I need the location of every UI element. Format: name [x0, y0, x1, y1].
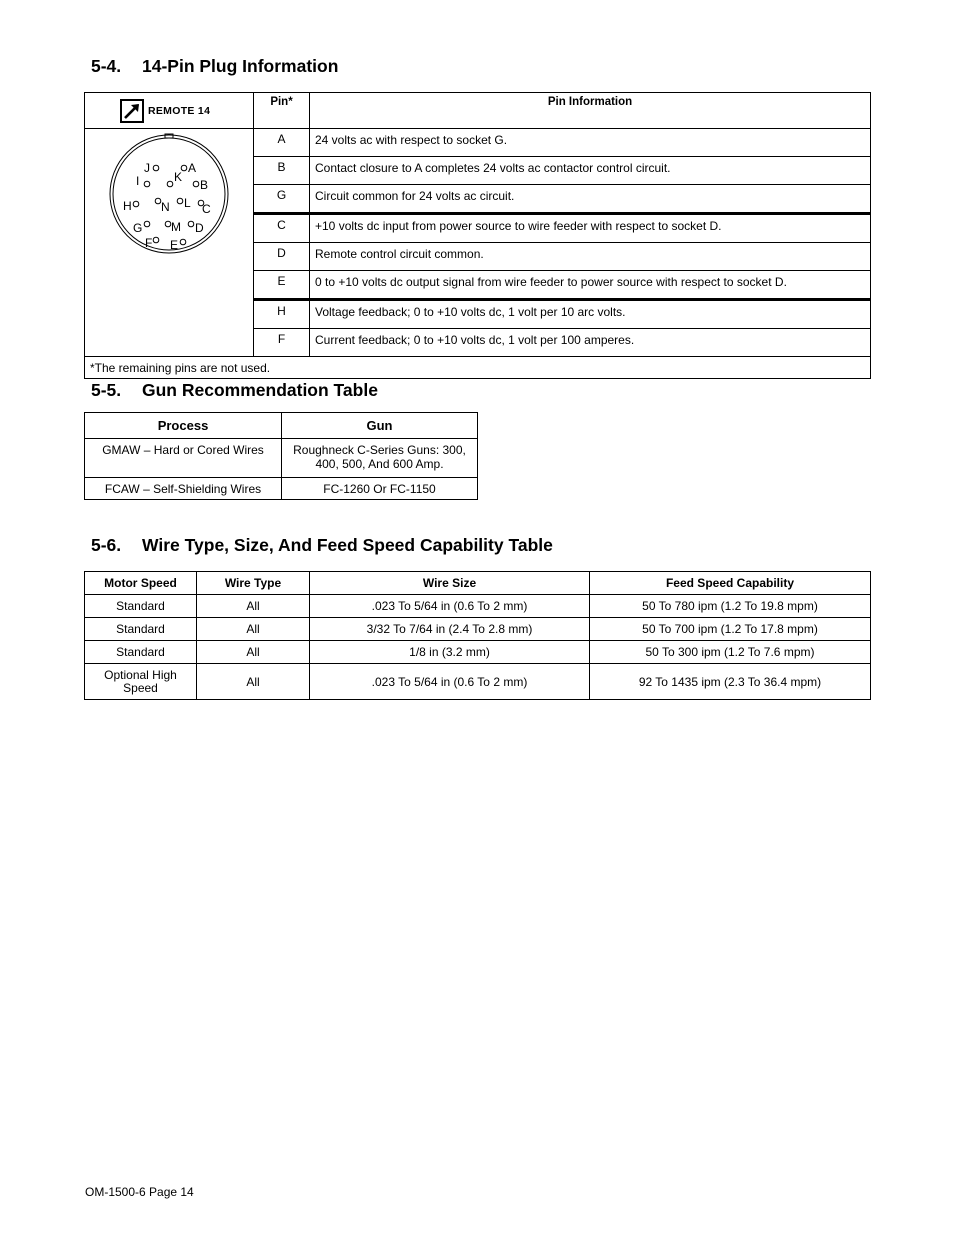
feed-speed-cell: 92 To 1435 ipm (2.3 To 36.4 mpm) — [590, 664, 871, 700]
section-heading-pin-plug: 5-4. 14-Pin Plug Information — [91, 56, 339, 76]
socket-letter-m: M — [171, 220, 181, 234]
table-header-row — [85, 572, 871, 595]
socket-letter-h: H — [123, 199, 132, 213]
pin-info-column-header: Pin Information — [310, 93, 871, 129]
pin-info: +10 volts dc input from power source to wire feeder with respect to socket D. — [310, 214, 871, 243]
socket-outline — [110, 134, 228, 253]
socket-letter-i: I — [136, 174, 140, 188]
pin-info: Current feedback; 0 to +10 volts dc, 1 volt per 100 amperes. — [310, 329, 871, 357]
table-row — [85, 618, 871, 641]
pin-info: 24 volts ac with respect to socket G. — [310, 129, 871, 157]
wire-type-cell: All — [197, 595, 310, 618]
pin-letter: A — [254, 129, 310, 157]
pin-letter: F — [254, 329, 310, 357]
motor-speed-column-header: Motor Speed — [85, 572, 197, 595]
socket-letter-l: L — [184, 196, 191, 210]
pin-info: 0 to +10 volts dc output signal from wire feeder to power source with respect to socket D. — [310, 271, 871, 300]
pin-letter: G — [254, 185, 310, 214]
remote-logo-text: REMOTE 14 — [148, 104, 211, 117]
pin-table-header-row — [85, 93, 871, 129]
motor-speed-cell: Standard — [85, 595, 197, 618]
remote-arrow-icon — [120, 99, 144, 123]
socket-letter-n: N — [161, 200, 170, 214]
socket-letter-j: J — [144, 161, 150, 175]
table-row — [85, 595, 871, 618]
wire-capability-table — [84, 571, 871, 700]
gun-cell: Roughneck C-Series Guns: 300, 400, 500, And 600 Amp. — [282, 439, 478, 478]
pin-info: Circuit common for 24 volts ac circuit. — [310, 185, 871, 214]
pin-letter: H — [254, 300, 310, 329]
motor-speed-cell: Standard — [85, 641, 197, 664]
footnote-row — [85, 357, 871, 379]
pin-info: Remote control circuit common. — [310, 243, 871, 271]
pin-letter: B — [254, 157, 310, 185]
table-row — [85, 664, 871, 700]
socket-letter-g: G — [133, 221, 143, 235]
process-column-header: Process — [85, 413, 282, 439]
feed-speed-cell: 50 To 700 ipm (1.2 To 17.8 mpm) — [590, 618, 871, 641]
table-row — [85, 641, 871, 664]
table-header-row — [85, 413, 478, 439]
socket-letter-e: E — [170, 238, 179, 252]
feed-speed-cell: 50 To 780 ipm (1.2 To 19.8 mpm) — [590, 595, 871, 618]
wire-size-cell: .023 To 5/64 in (0.6 To 2 mm) — [310, 664, 590, 700]
wire-size-cell: .023 To 5/64 in (0.6 To 2 mm) — [310, 595, 590, 618]
socket-diagram-cell — [85, 129, 254, 357]
feed-speed-cell: 50 To 300 ipm (1.2 To 7.6 mpm) — [590, 641, 871, 664]
table-row — [85, 439, 478, 478]
pin-info: Contact closure to A completes 24 volts ac contactor control circuit. — [310, 157, 871, 185]
pin-letter: C — [254, 214, 310, 243]
remote-logo-cell — [85, 93, 254, 129]
socket-letter-f: F — [145, 236, 153, 250]
page-footer: OM-1500-6 Page 14 — [85, 1185, 194, 1199]
motor-speed-cell: Optional High Speed — [85, 664, 197, 700]
socket-letter-k: K — [174, 170, 183, 184]
wire-type-cell: All — [197, 641, 310, 664]
remote-14-logo — [90, 99, 248, 123]
pin-column-header: Pin* — [254, 93, 310, 129]
gun-recommendation-table — [84, 412, 478, 500]
pin-letter: E — [254, 271, 310, 300]
gun-cell: FC-1260 Or FC-1150 — [282, 478, 478, 500]
wire-size-column-header: Wire Size — [310, 572, 590, 595]
socket-letter-a: A — [188, 161, 197, 175]
socket-letter-c: C — [202, 202, 211, 216]
pin-info-table — [84, 92, 871, 379]
section-heading-gun: 5-5. Gun Recommendation Table — [91, 380, 378, 400]
socket-letter-b: B — [200, 178, 209, 192]
pin-info: Voltage feedback; 0 to +10 volts dc, 1 volt per 10 arc volts. — [310, 300, 871, 329]
process-cell: FCAW – Self-Shielding Wires — [85, 478, 282, 500]
wire-type-cell: All — [197, 664, 310, 700]
feed-speed-column-header: Feed Speed Capability — [590, 572, 871, 595]
wire-size-cell: 1/8 in (3.2 mm) — [310, 641, 590, 664]
socket-diagram — [85, 129, 254, 324]
process-cell: GMAW – Hard or Cored Wires — [85, 439, 282, 478]
table-row — [85, 478, 478, 500]
motor-speed-cell: Standard — [85, 618, 197, 641]
wire-type-column-header: Wire Type — [197, 572, 310, 595]
socket-letter-d: D — [195, 221, 204, 235]
section-heading-wire: 5-6. Wire Type, Size, And Feed Speed Capability Table — [91, 535, 553, 555]
gun-column-header: Gun — [282, 413, 478, 439]
table-row — [85, 129, 871, 157]
pin-letter: D — [254, 243, 310, 271]
wire-type-cell: All — [197, 618, 310, 641]
pin-footnote: *The remaining pins are not used. — [85, 357, 871, 379]
wire-size-cell: 3/32 To 7/64 in (2.4 To 2.8 mm) — [310, 618, 590, 641]
